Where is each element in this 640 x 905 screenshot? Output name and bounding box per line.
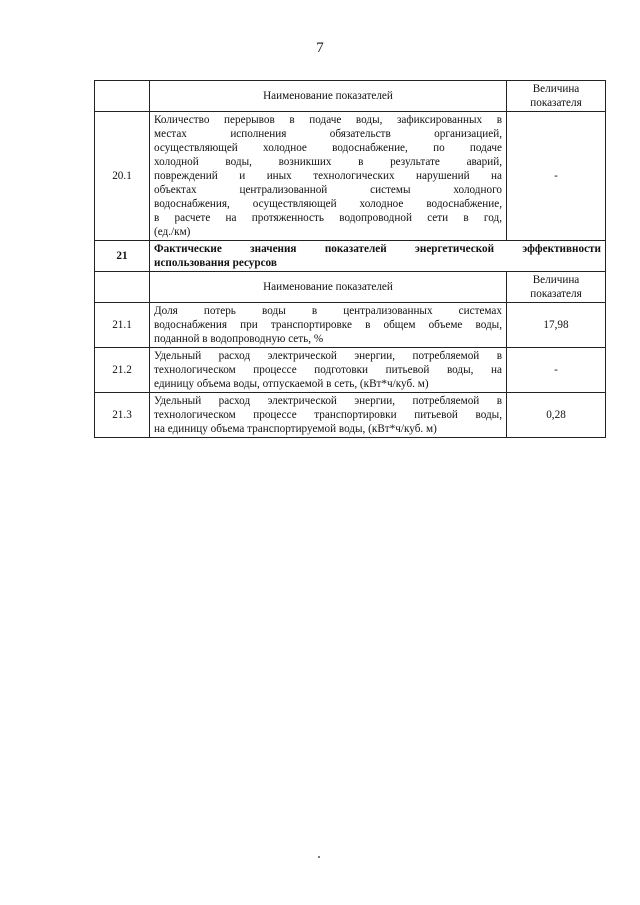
header-num-cell [95, 81, 150, 112]
row-value: - [507, 112, 606, 241]
section-title-line: Фактические значения показателей энергетической эффективности [154, 243, 601, 255]
section-title-line: использования ресурсов [154, 257, 277, 269]
row-description [150, 112, 507, 241]
row-description [150, 393, 507, 438]
page-number: 7 [316, 40, 324, 56]
table-header-row [95, 272, 606, 303]
table-row [95, 112, 606, 241]
header-name-cell: Наименование показателей [150, 272, 507, 303]
row-description [150, 303, 507, 348]
section-number: 21 [95, 241, 150, 272]
desc-line: Удельный расход электрической энергии, потребляемой в [154, 395, 502, 407]
desc-line: водоснабжения при транспортировке в общем объеме воды, [154, 319, 502, 331]
header-num-cell [95, 272, 150, 303]
desc-line: Доля потерь воды в централизованных системах [154, 305, 502, 317]
desc-line: Удельный расход электрической энергии, потребляемой в [154, 350, 502, 362]
scan-dot [318, 856, 320, 858]
row-value: - [507, 348, 606, 393]
desc-line: объектах централизованной системы холодного [154, 184, 502, 196]
desc-line: технологическом процессе подготовки питьевой воды, на [154, 364, 502, 376]
header-value-cell: Величина показателя [507, 272, 606, 303]
section-row [95, 241, 606, 272]
desc-line: осуществляющей холодное водоснабжение, по подаче [154, 142, 502, 154]
desc-line: Количество перерывов в подаче воды, зафиксированных в [154, 114, 502, 126]
section-title [150, 241, 606, 272]
table-row [95, 303, 606, 348]
desc-line: водоснабжения, осуществляющей холодное водоснабжение, [154, 198, 502, 210]
indicators-table [94, 80, 606, 438]
desc-line: холодной воды, возникших в результате аварий, [154, 156, 502, 168]
desc-line: единицу объема воды, отпускаемой в сеть, (кВт*ч/куб. м) [154, 378, 429, 390]
row-value: 0,28 [507, 393, 606, 438]
desc-line: поданной в водопроводную сеть, % [154, 333, 324, 345]
header-name-cell: Наименование показателей [150, 81, 507, 112]
desc-line: на единицу объема транспортируемой воды, (кВт*ч/куб. м) [154, 423, 437, 435]
header-value-cell: Величина показателя [507, 81, 606, 112]
table-row [95, 348, 606, 393]
desc-line: в расчете на протяженность водопроводной сети в год, [154, 212, 502, 224]
row-number: 21.1 [95, 303, 150, 348]
row-number: 20.1 [95, 112, 150, 241]
row-value: 17,98 [507, 303, 606, 348]
desc-line: местах исполнения обязательств организацией, [154, 128, 502, 140]
row-description [150, 348, 507, 393]
desc-line: (ед./км) [154, 226, 191, 238]
table-row [95, 393, 606, 438]
row-number: 21.2 [95, 348, 150, 393]
desc-line: повреждений и иных технологических нарушений на [154, 170, 502, 182]
desc-line: технологическом процессе транспортировки питьевой воды, [154, 409, 502, 421]
table-header-row [95, 81, 606, 112]
row-number: 21.3 [95, 393, 150, 438]
